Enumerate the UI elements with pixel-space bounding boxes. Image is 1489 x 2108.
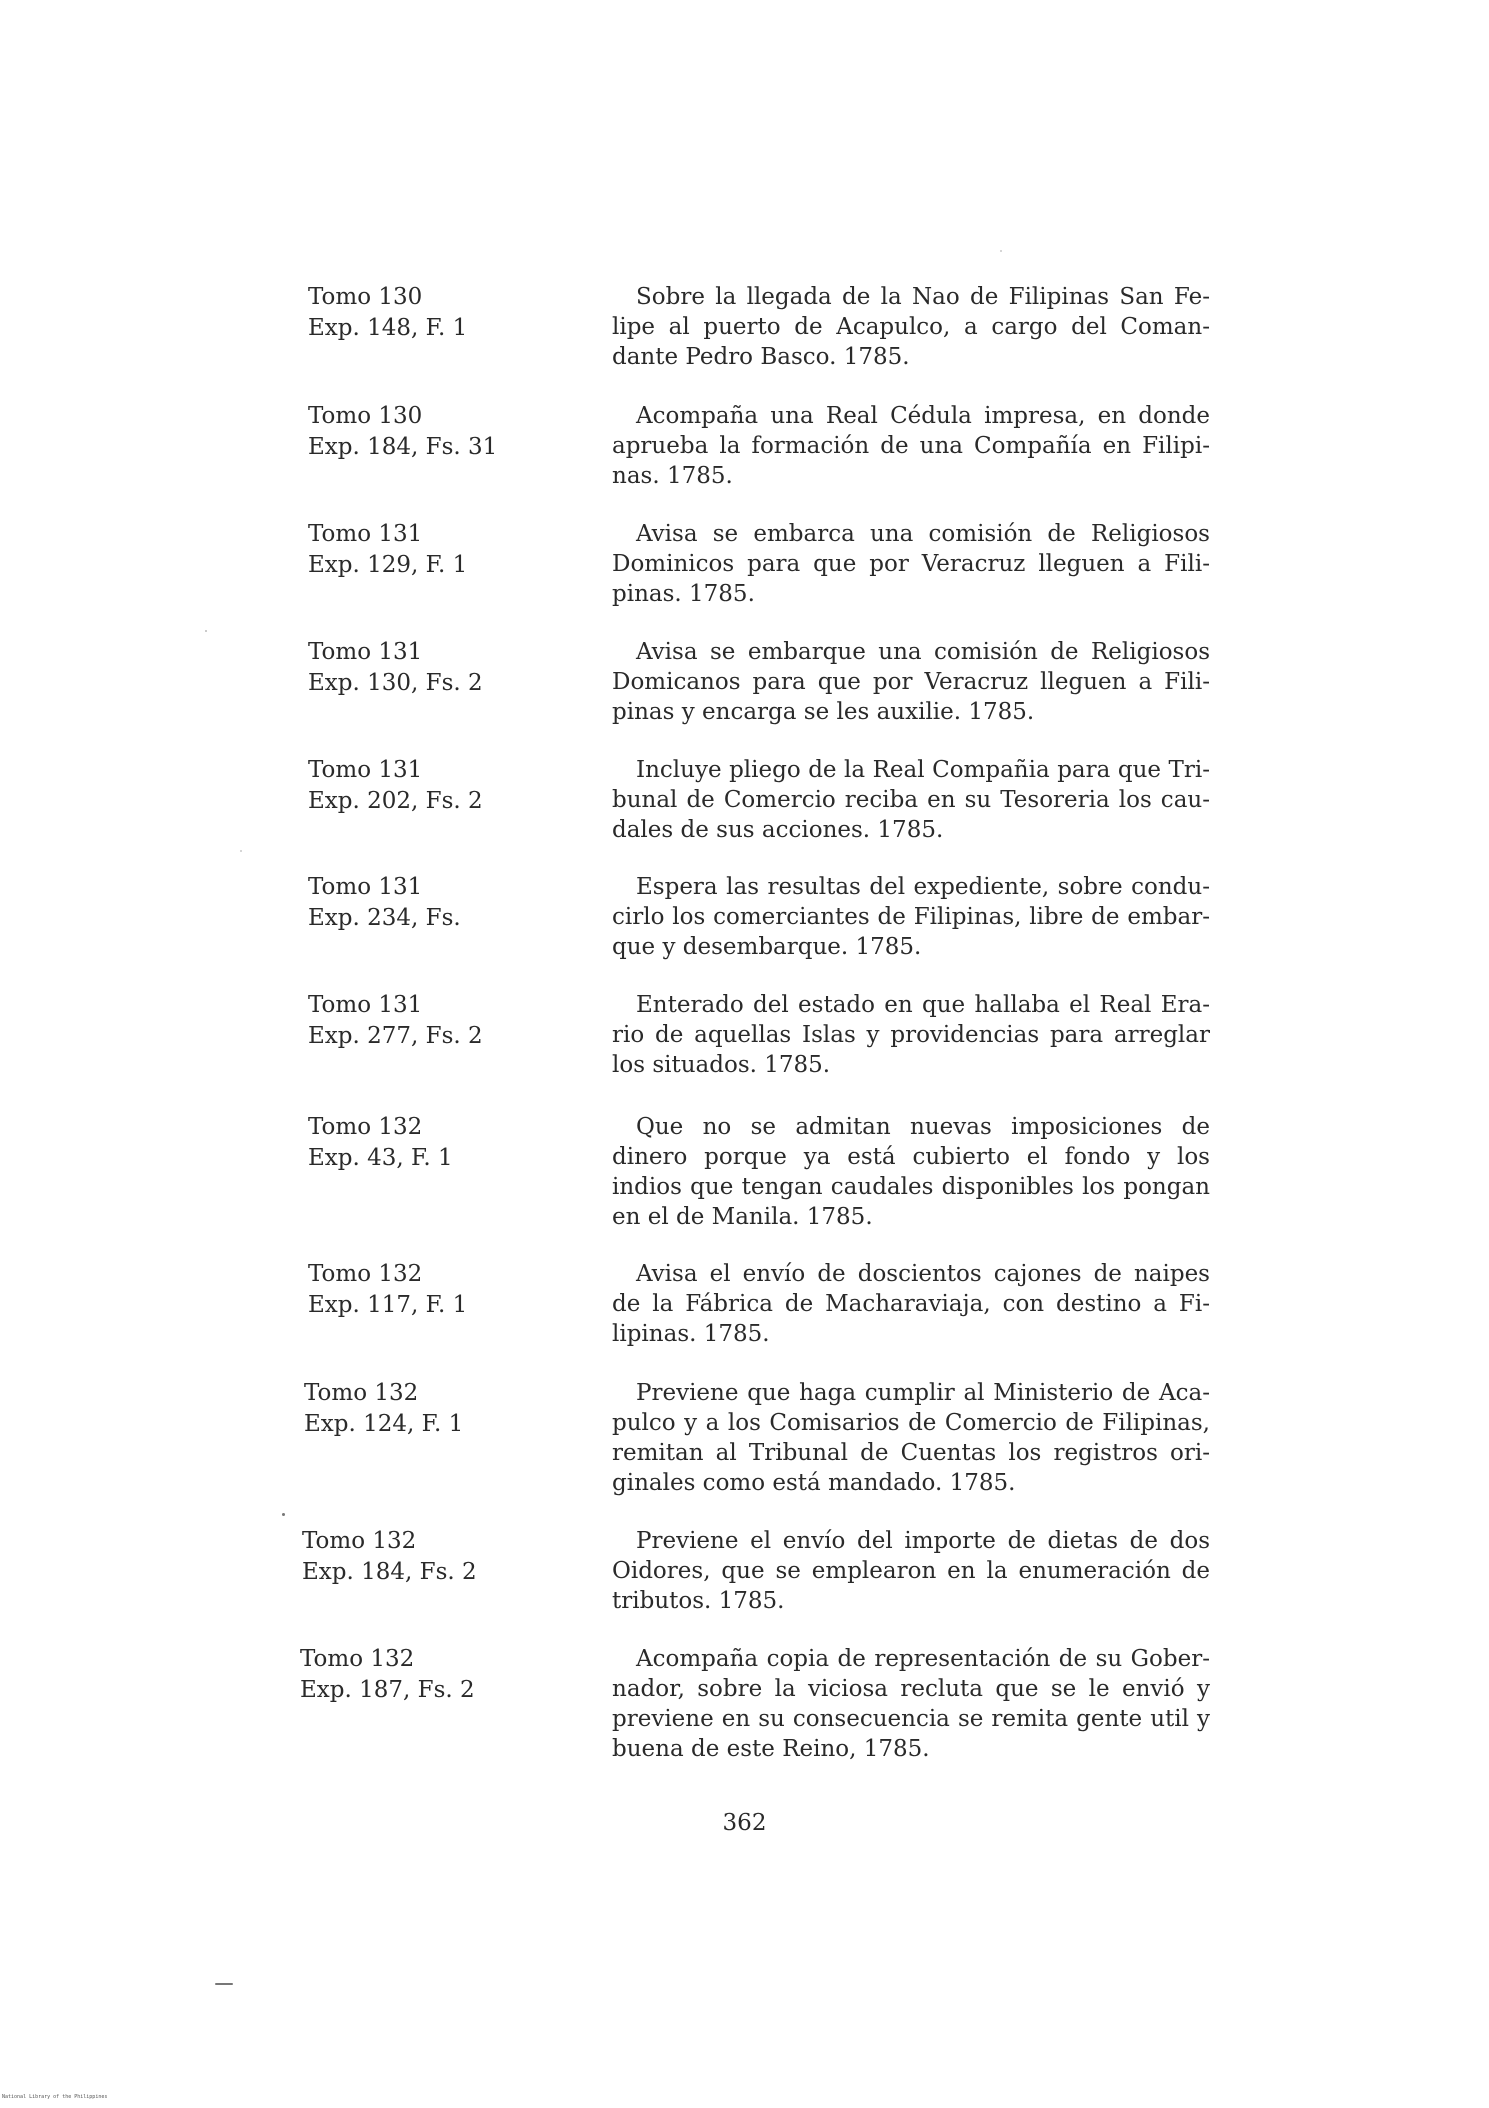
tomo-label: Tomo 132 — [304, 1380, 419, 1406]
reference — [308, 637, 538, 699]
tomo-label: Tomo 131 — [308, 521, 423, 547]
exp-label: Exp. 184, Fs. 31 — [308, 434, 498, 460]
entry-description: Acompaña una Real Cédula impresa, en donde aprueba la formación de una Compañía en Filipinas. 1785. — [612, 403, 1210, 489]
scan-speck — [282, 1513, 285, 1516]
scan-speck — [240, 850, 242, 852]
exp-label: Exp. 124, F. 1 — [304, 1411, 464, 1437]
exp-label: Exp. 129, F. 1 — [308, 552, 468, 578]
entry-description: Avisa el envío de doscientos cajones de naipes de la Fábrica de Macharaviaja, con destino a Filipinas. 1785. — [612, 1261, 1210, 1347]
reference — [300, 1644, 530, 1706]
tomo-label: Tomo 131 — [308, 874, 423, 900]
exp-label: Exp. 187, Fs. 2 — [300, 1677, 475, 1703]
exp-label: Exp. 234, Fs. — [308, 905, 461, 931]
entry-description: Avisa se embarque una comisión de Religiosos Domicanos para que por Veracruz lleguen a Filipinas y encarga se les auxilie. 1785. — [612, 639, 1210, 725]
reference — [308, 282, 538, 344]
reference — [308, 1112, 538, 1174]
exp-label: Exp. 202, Fs. 2 — [308, 788, 483, 814]
reference — [308, 872, 538, 934]
tomo-label: Tomo 130 — [308, 403, 423, 429]
entry-description: Espera las resultas del expediente, sobre conducirlo los comerciantes de Filipinas, libre de embarque y desembarque. 1785. — [612, 874, 1210, 960]
reference — [308, 990, 538, 1052]
tomo-label: Tomo 132 — [308, 1114, 423, 1140]
scan-speck — [1000, 250, 1002, 252]
entry-description: Acompaña copia de representación de su Gobernador, sobre la viciosa recluta que se le envió y previene en su consecuencia se remita gente util y buena de este Reino, 1785. — [612, 1646, 1210, 1762]
entry-description: Previene el envío del importe de dietas de dos Oidores, que se emplearon en la enumeración de tributos. 1785. — [612, 1528, 1210, 1614]
scan-speck — [215, 1983, 233, 1985]
tomo-label: Tomo 131 — [308, 757, 423, 783]
entry-description: Avisa se embarca una comisión de Religiosos Dominicos para que por Veracruz lleguen a Filipinas. 1785. — [612, 521, 1210, 607]
scan-speck — [205, 630, 207, 632]
tomo-label: Tomo 132 — [308, 1261, 423, 1287]
entry-description: Sobre la llegada de la Nao de Filipinas San Felipe al puerto de Acapulco, a cargo del Comandante Pedro Basco. 1785. — [612, 284, 1210, 370]
exp-label: Exp. 117, F. 1 — [308, 1292, 468, 1318]
exp-label: Exp. 184, Fs. 2 — [302, 1559, 477, 1585]
exp-label: Exp. 130, Fs. 2 — [308, 670, 483, 696]
entry-description: Que no se admitan nuevas imposiciones de dinero porque ya está cubierto el fondo y los indios que tengan caudales disponibles los pongan en el de Manila. 1785. — [612, 1114, 1210, 1230]
reference — [308, 401, 538, 463]
exp-label: Exp. 277, Fs. 2 — [308, 1023, 483, 1049]
entry-description: Enterado del estado en que hallaba el Real Erario de aquellas Islas y providencias para arreglar los situados. 1785. — [612, 992, 1210, 1078]
tomo-label: Tomo 132 — [302, 1528, 417, 1554]
exp-label: Exp. 148, F. 1 — [308, 315, 468, 341]
entry-description: Incluye pliego de la Real Compañia para que Tribunal de Comercio reciba en su Tesoreria los caudales de sus acciones. 1785. — [612, 757, 1210, 843]
reference — [308, 1259, 538, 1321]
reference — [302, 1526, 532, 1588]
footer-text: National Library of the Philippines — [2, 2094, 108, 2100]
exp-label: Exp. 43, F. 1 — [308, 1145, 453, 1171]
tomo-label: Tomo 130 — [308, 284, 423, 310]
page-number: 362 — [722, 1810, 767, 1836]
reference — [308, 519, 538, 581]
reference — [308, 755, 538, 817]
tomo-label: Tomo 131 — [308, 992, 423, 1018]
tomo-label: Tomo 131 — [308, 639, 423, 665]
tomo-label: Tomo 132 — [300, 1646, 415, 1672]
reference — [304, 1378, 534, 1440]
entry-description: Previene que haga cumplir al Ministerio de Acapulco y a los Comisarios de Comercio de Filipinas, remitan al Tribunal de Cuentas los registros originales como está mandado. 1785. — [612, 1380, 1210, 1496]
